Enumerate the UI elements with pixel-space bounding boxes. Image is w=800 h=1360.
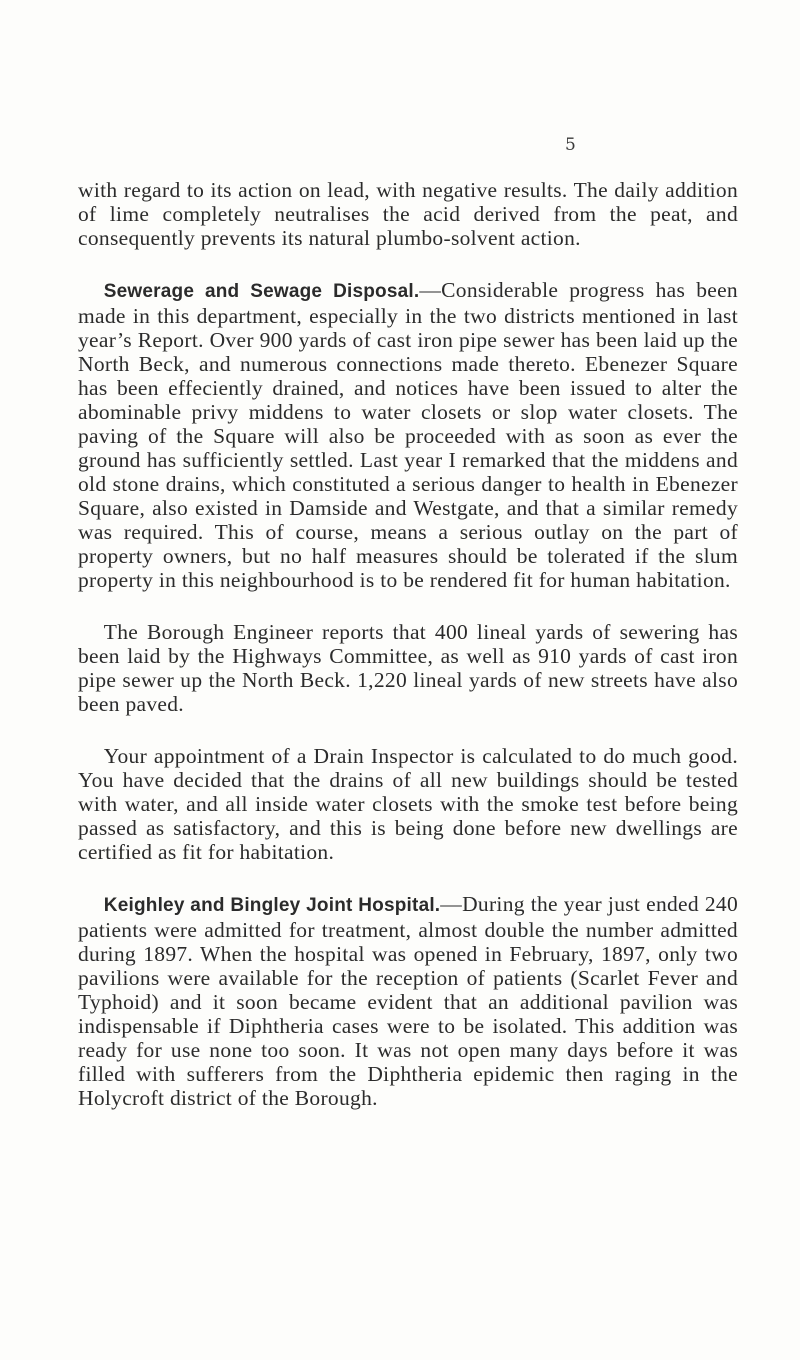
heading-sewerage: Sewerage and Sewage Disposal. xyxy=(103,281,420,302)
paragraph-joint-hospital xyxy=(78,892,738,1110)
heading-joint-hospital: Keighley and Bingley Joint Hospital. xyxy=(103,895,441,916)
paragraph-borough-engineer: The Borough Engineer reports that 400 lineal yards of sewering has been laid by the Highways Committee, as well as 910 yards of cast iron pipe sewer up the North Beck. 1,220 lineal yards of new streets have also been paved. xyxy=(78,620,738,716)
page-number: 5 xyxy=(565,135,576,155)
paragraph-lead-action: with regard to its action on lead, with negative results. The daily addition of lime completely neutralises the acid derived from the peat, and consequently prevents its natural plumbo-solvent action. xyxy=(78,178,738,250)
paragraph-drain-inspector: Your appointment of a Drain Inspector is calculated to do much good. You have decided that the drains of all new buildings should be tested with water, and all inside water closets with the smoke test before being passed as satisfactory, and this is being done before new dwellings are certified as fit for habitation. xyxy=(78,744,738,864)
paragraph-sewerage-body: —Considerable progress has been made in this department, especially in the two districts mentioned in last year’s Report. Over 900 yards of cast iron pipe sewer has been laid up the North Beck, and numerous connections made thereto. Ebenezer Square has been effeciently drained, and notices have been issued to alter the abominable privy middens to water closets or slop water closets. The paving of the Square will also be proceeded with as soon as ever the ground has sufficiently settled. Last year I remarked that the middens and old stone drains, which constituted a serious danger to health in Ebenezer Square, also existed in Damside and Westgate, and that a similar remedy was required. This of course, means a serious outlay on the part of property owners, but no half measures should be tolerated if the slum property in this neighbourhood is to be rendered fit for human habitation. xyxy=(78,278,738,592)
paragraph-joint-hospital-body: —During the year just ended 240 patients were admitted for treatment, almost double the number admitted during 1897. When the hospital was opened in February, 1897, only two pavilions were available for the reception of patients (Scarlet Fever and Typhoid) and it soon became evident that an additional pavilion was indispensable if Diphtheria cases were to be isolated. This addition was ready for use none too soon. It was not open many days before it was filled with sufferers from the Diphtheria epidemic then raging in the Holycroft district of the Borough. xyxy=(78,892,738,1110)
document-body xyxy=(78,178,738,1110)
paragraph-sewerage xyxy=(78,278,738,592)
